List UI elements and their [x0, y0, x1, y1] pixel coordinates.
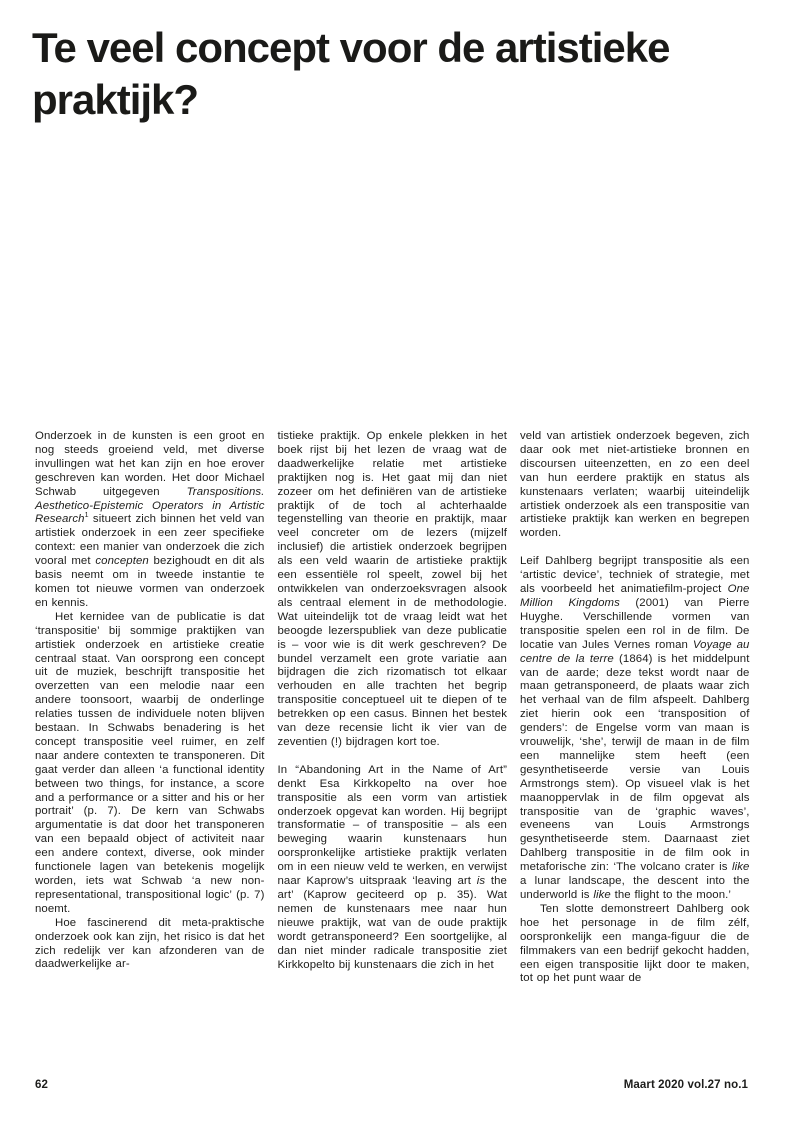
- paragraph: In “Abandoning Art in the Name of Art” denkt Esa Kirkkopelto na over hoe transpositie als een vorm van artistiek onderzoek opgevat kan worden. Hij begrijpt transformatie – of transpositie – als een beweging waarin kunstenaars hun oorspronkelijke artistieke praktijk verlaten om in een nieuw veld te werken, en verwijst naar Kaprow’s uitspraak ‘leaving art is the art’ (Kaprow geciteerd op p. 35). Wat nemen de kunstenaars mee naar hun nieuwe praktijk, wat van de oude praktijk wordt getransponeerd? Een soortgelijke, al dan niet minder radicale transpositie ziet Kirkkopelto bij kunstenaars die zich in het: [277, 763, 507, 971]
- paragraph: veld van artistiek onderzoek begeven, zich daar ook met niet-artistieke bronnen en discoursen uiteenzetten, en zo een deel van hun eerdere praktijk en status als kunstenaars verlaten; waarbij uiteindelijk artistiek onderzoek als een transpositie van artistieke praktijk kan werken en begrepen worden.: [520, 430, 750, 540]
- paragraph: Ten slotte demonstreert Dahlberg ook hoe het personage in de film zélf, oorspronkelijk een manga-figuur die de filmmakers van een bedrijf gekocht hadden, een eigen transpositie lijkt door te maken, tot op het punt waar de: [520, 902, 750, 985]
- paragraph: Leif Dahlberg begrijpt transpositie als een ‘artistic device’, techniek of strategie, met als voorbeeld het animatiefilm-project One Million Kingdoms (2001) van Pierre Huyghe. Verschillende vormen van transpositie spelen een rol in de film. De locatie van Jules Vernes roman Voyage au centre de la terre (1864) is het middelpunt van de aarde; deze tekst wordt naar de maan getransponeerd, de plaats waar zich het verhaal van de film afspeelt. Dahlberg ziet hierin ook een ‘transposition of genders’: de Engelse vorm van maan is vrouwelijk, ‘she’, terwijl de maan in de film een mannelijke stem heeft (een gesynthetiseerde versie van Louis Armstrongs stem). Op visueel vlak is het maanoppervlak in de film opgevat als transpositie van de ‘graphic waves’, eveneens van Louis Armstrongs gesynthetiseerde stem. Daarnaast ziet Dahlberg transpositie in de film ook in metaforische zin: ‘The volcano crater is like a lunar landscape, the descent into the underworld is like the flight to the moon.’: [520, 555, 750, 901]
- text-column-3: [520, 430, 750, 986]
- page-footer: [35, 1079, 748, 1091]
- page-number: 62: [35, 1079, 48, 1091]
- paragraph: tistieke praktijk. Op enkele plekken in het boek rijst bij het lezen de vraag wat de daadwerkelijke relatie met artistieke praktijken nog is. Het gaat mij dan niet zozeer om het definiëren van de artistieke praktijk of de toch al achterhaalde tegenstelling van theorie en praktijk, maar veel concreter om de lezers (mijzelf inclusief) die artistiek onderzoek begrijpen als een veld waarin de artistieke praktijk een essentiële rol speelt, zowel bij het ontwikkelen van onderzoeksvragen alsook als centraal element in de methodologie. Wat uiteindelijk tot de vraag leidt wat het beoogde lezerspubliek van deze publicatie is – voor wie is dit werk geschreven? De bundel verzamelt een grote variatie aan bijdragen die zich rizomatisch tot elkaar verhouden en alle trachten het begrip transpositie conceptueel uit te diepen of te betrekken op een casus. Binnen het bestek van deze recensie licht ik vier van de zeventien (!) bijdragen kort toe.: [277, 430, 507, 748]
- article-body: [35, 430, 748, 986]
- paragraph: Het kernidee van de publicatie is dat ‘transpositie’ bij sommige praktijken van artistiek onderzoek en artistieke creatie centraal staat. Van oorsprong een concept uit de muziek, beschrijft transpositie het overzetten van een melodie naar een andere toonsoort, waarbij de onderlinge relaties tussen de individuele noten blijven bestaan. In Schwabs benadering is het concept transpositie veel ruimer, en zelf naar andere contexten te transponeren. Dit gaat verder dan alleen ‘a functional identity between two things, for instance, a score and a performance or a sitter and his or her portrait’ (p. 7). De kern van Schwabs argumentatie is dat door het transponeren van een bepaald object of activiteit naar een andere context, diverse, ook minder functionele lagen van betekenis mogelijk worden, iets wat Schwab ‘a new non-representational, transpositional logic’ (p. 7) noemt.: [35, 610, 265, 915]
- article-title: Te veel concept voor de artistieke praktijk?: [32, 24, 670, 123]
- paragraph: Hoe fascinerend dit meta-praktische onderzoek ook kan zijn, het risico is dat het zich redelijk ver kan afzonderen van de daadwerkelijke ar-: [35, 916, 265, 971]
- issue-info: Maart 2020 vol.27 no.1: [623, 1079, 748, 1091]
- text-column-2: [278, 430, 508, 986]
- text-column-1: [35, 430, 265, 986]
- paragraph: Onderzoek in de kunsten is een groot en nog steeds groeiend veld, met diverse invullingen wat het kan zijn en hoe erover geschreven kan worden. Het door Michael Schwab uitgegeven Transpositions. Aesthetico-Epistemic Operators in Artistic Research$^1$ situeert zich binnen het veld van artistiek onderzoek in een zeer specifieke context: een manier van onderzoek die zich vooral met concepten bezighoudt en dit als basis neemt om in tweede instantie te komen tot nieuwe vormen van onderzoek en kennis.: [35, 430, 265, 609]
